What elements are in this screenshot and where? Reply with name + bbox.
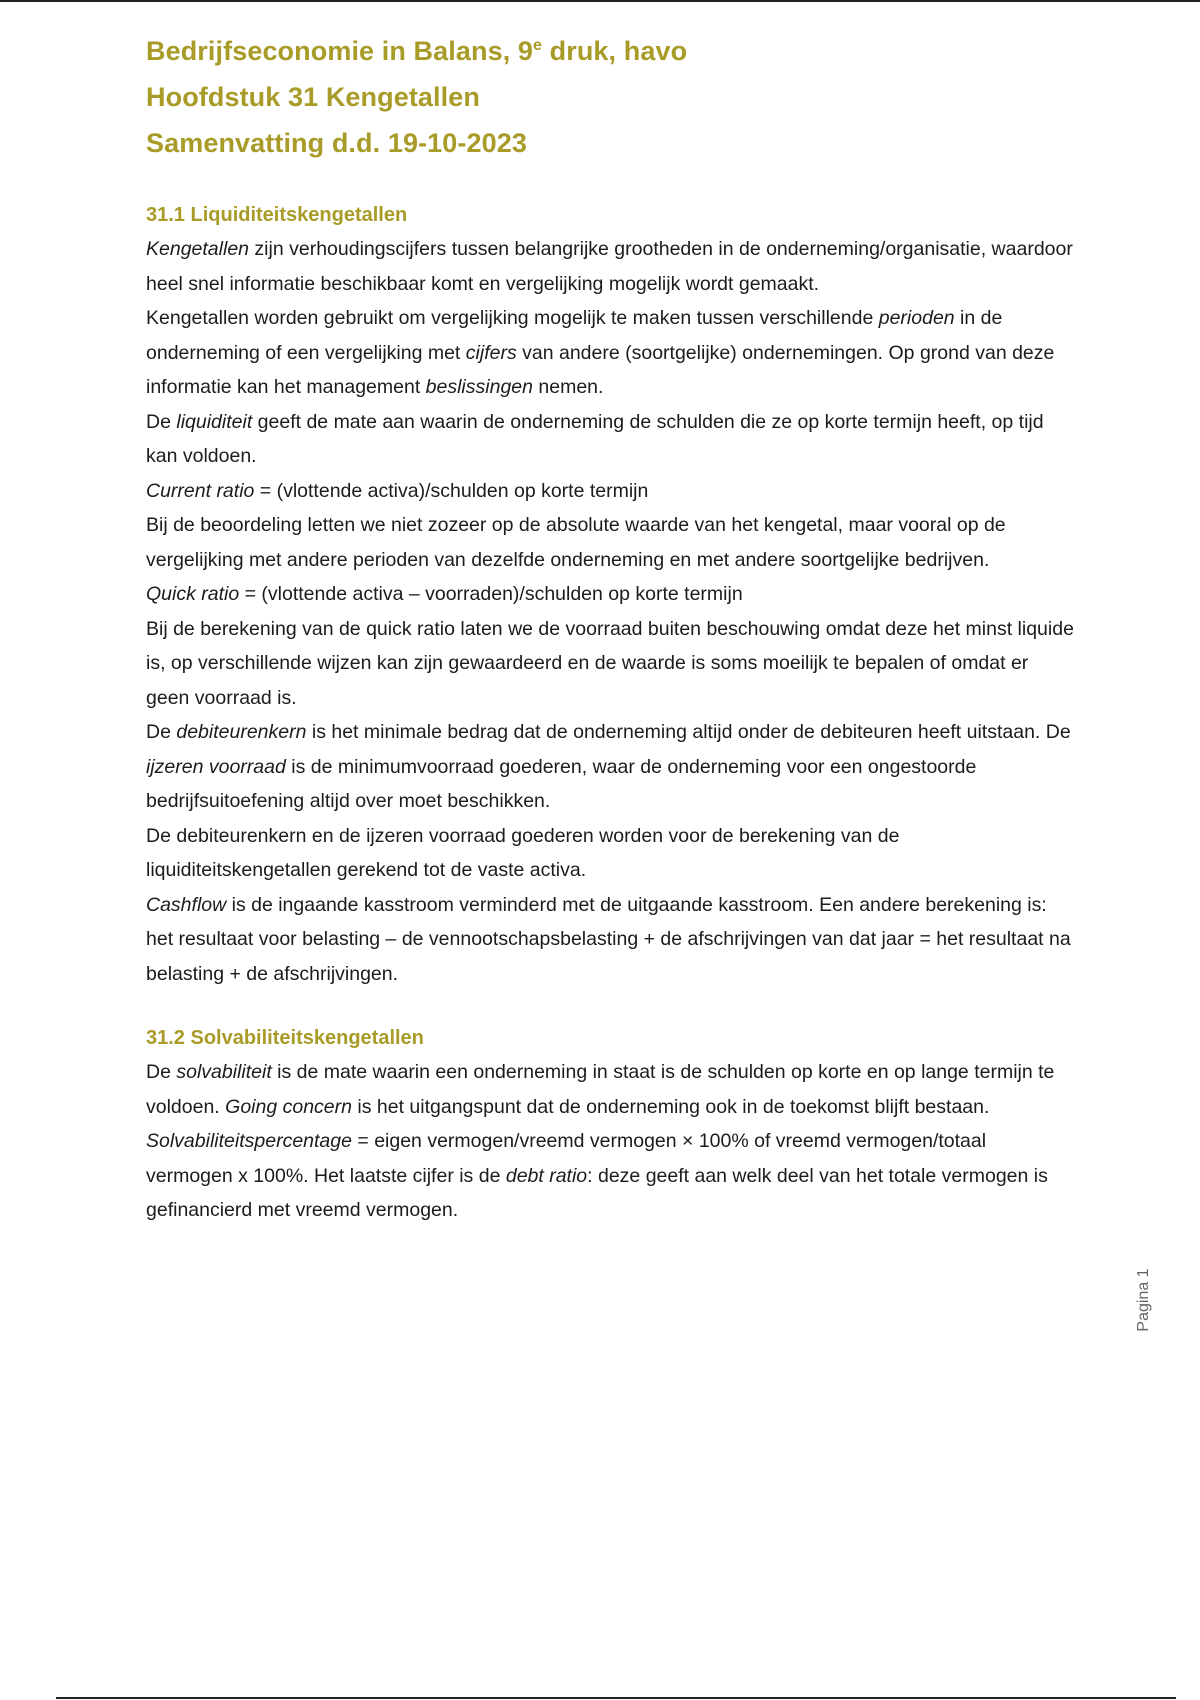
bottom-border-line bbox=[56, 1697, 1176, 1699]
paragraph-kengetallen-usage: Kengetallen worden gebruikt om vergelijking mogelijk te maken tussen verschillende perioden in de onderneming of een vergelijking met cijfers van andere (soortgelijke) ondernemingen. Op grond van deze informatie kan het management beslissingen nemen. bbox=[146, 307, 1055, 398]
paragraph-beoordeling: Bij de beoordeling letten we niet zozeer op de absolute waarde van het kengetal, maar vooral op de vergelijking met andere perioden van dezelfde onderneming en met andere soortgelijke bedrijven. bbox=[146, 514, 1006, 571]
document-title-book: Bedrijfseconomie in Balans, 9e druk, havo bbox=[146, 36, 688, 66]
formula-solvabiliteitspercentage: Solvabiliteitspercentage = eigen vermogen/vreemd vermogen × 100% of vreemd vermogen/totaal vermogen x 100%. Het laatste cijfer is de debt ratio: deze geeft aan welk deel van het totale vermogen is gefinancierd met vreemd vermogen. bbox=[146, 1130, 1048, 1221]
formula-quick-ratio: Quick ratio = (vlottende activa – voorraden)/schulden op korte termijn bbox=[146, 583, 743, 605]
section-heading-solvency: 31.2 Solvabiliteitskengetallen bbox=[146, 1027, 424, 1049]
document-title-date: Samenvatting d.d. 19-10-2023 bbox=[146, 128, 527, 158]
top-border-line bbox=[0, 0, 1200, 2]
paragraph-vaste-activa: De debiteurenkern en de ijzeren voorraad goederen worden voor de berekening van de liquiditeitskengetallen gerekend tot de vaste activa. bbox=[146, 824, 900, 881]
page-number-label: Pagina 1 bbox=[1135, 1268, 1152, 1332]
paragraph-liquiditeit: De liquiditeit geeft de mate aan waarin de onderneming de schulden die ze op korte termijn heeft, op tijd kan voldoen. bbox=[146, 410, 1044, 467]
paragraph-kengetallen-definition: Kengetallen zijn verhoudingscijfers tussen belangrijke grootheden in de onderneming/organisatie, waardoor heel snel informatie beschikbaar komt en vergelijking mogelijk wordt gemaakt. bbox=[146, 238, 1073, 295]
paragraph-solvabiliteit: De solvabiliteit is de mate waarin een onderneming in staat is de schulden op korte en op lange termijn te voldoen. Going concern is het uitgangspunt dat de onderneming ook in de toekomst blijft bestaan. bbox=[146, 1061, 1055, 1118]
paragraph-debiteurenkern: De debiteurenkern is het minimale bedrag dat de onderneming altijd onder de debiteuren heeft uitstaan. De ijzeren voorraad is de minimumvoorraad goederen, waar de onderneming voor een ongestoorde bedrijfsuitoefening altijd over moet beschikken. bbox=[146, 721, 1071, 812]
paragraph-cashflow: Cashflow is de ingaande kasstroom verminderd met de uitgaande kasstroom. Een andere berekening is: het resultaat voor belasting – de vennootschapsbelasting + de afschrijvingen van dat jaar = het resultaat na belasting + de afschrijvingen. bbox=[146, 893, 1071, 985]
formula-current-ratio: Current ratio = (vlottende activa)/schulden op korte termijn bbox=[146, 479, 649, 502]
document-title-chapter: Hoofdstuk 31 Kengetallen bbox=[146, 82, 480, 112]
paragraph-quick-ratio-explanation: Bij de berekening van de quick ratio laten we de voorraad buiten beschouwing omdat deze het minst liquide is, op verschillende wijzen kan zijn gewaardeerd en de waarde is soms moeilijk te bepalen of omdat er geen voorraad is. bbox=[146, 617, 1074, 709]
section-heading-liquidity: 31.1 Liquiditeitskengetallen bbox=[146, 204, 408, 226]
document-body bbox=[146, 28, 1076, 1228]
